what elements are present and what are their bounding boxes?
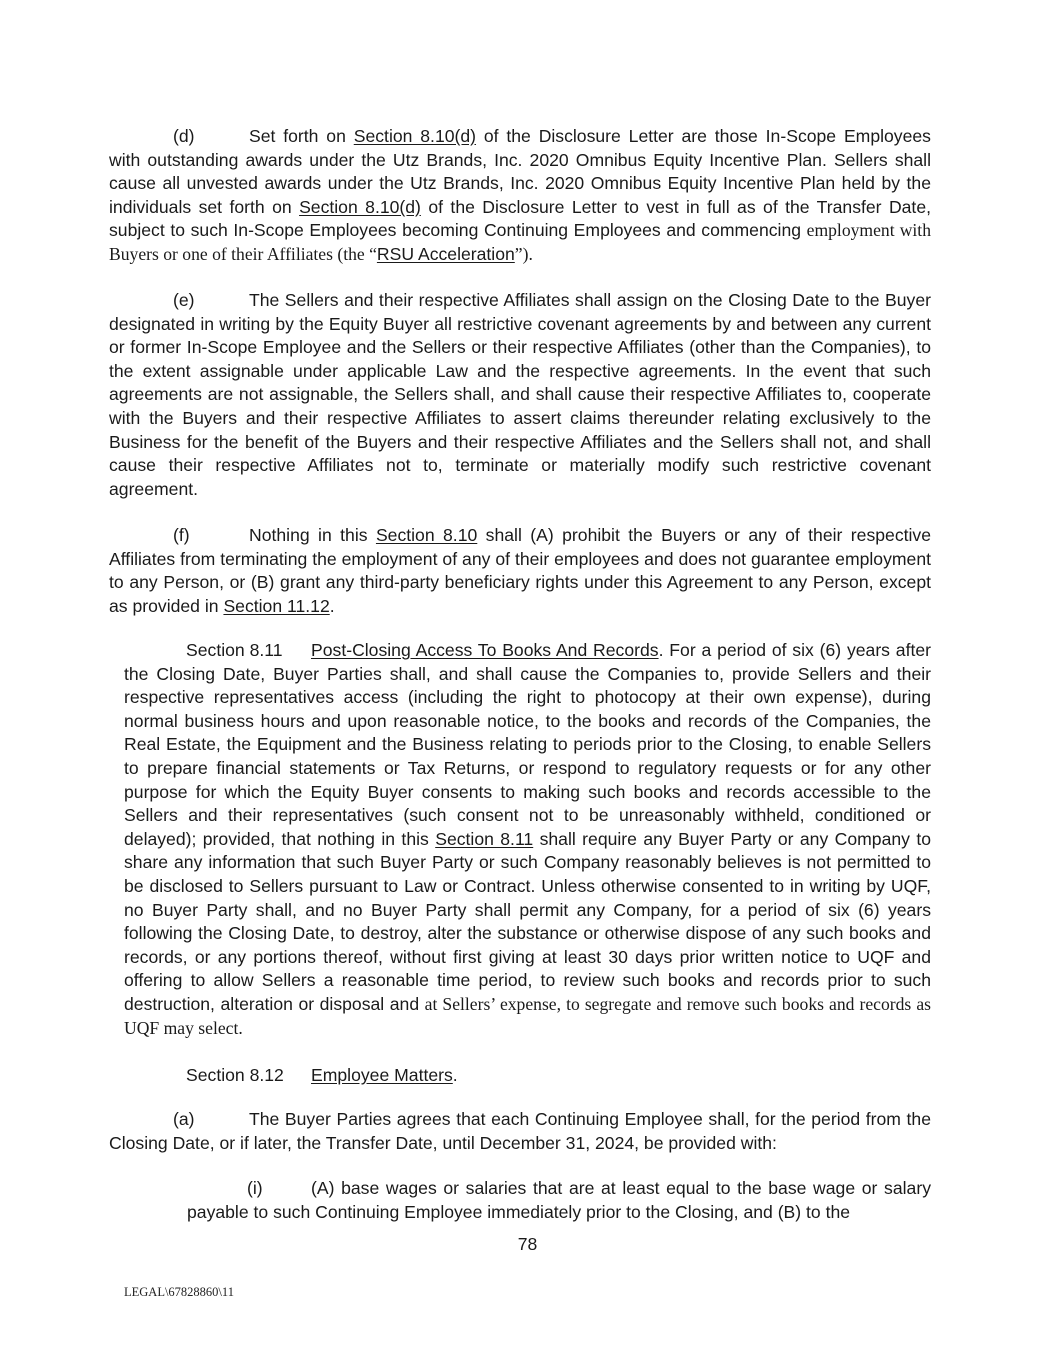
paragraph-8-10-f [109,524,931,618]
paragraph-label: (e) [173,290,195,310]
paragraph-label: (d) [173,126,195,146]
document-footer-id: LEGAL\67828860\11 [124,1285,234,1299]
paragraph-text: Set forth on [249,126,354,146]
section-8-12 [124,1064,931,1088]
section-8-11 [124,639,931,1040]
paragraph-label: (a) [173,1109,195,1129]
paragraph-8-10-e [109,289,931,501]
paragraph-text: of the Disclosure Letter are those In-Scope Employees with outstanding awards under the Utz Brands, Inc. 2020 Omnibus Equity Incentive Plan. Sellers shall cause all unvested awards under the Utz Brands, Inc. 2020 Omnibus Equity Incentive Plan held by the individuals set forth on [109,126,931,217]
section-heading: Post-Closing Access To Books And Records [311,640,659,660]
paragraph-text: ”). [514,243,533,264]
paragraph-8-10-d [109,125,931,267]
paragraph-text: shall require any Buyer Party or any Company to share any information that such Buyer Party or such Company reasonably believes is not permitted to be disclosed to Sellers pursuant to Law or Contract. Unless otherwise consented to in writing by UQF, no Buyer Party shall, and no Buyer Party shall permit any Company, for a period of six (6) years following the Closing Date, to destroy, alter the substance or otherwise dispose of any such books and records, or any portions thereof, without first giving at least 30 days prior written notice to UQF and offering to allow Sellers a reasonable time period, to review such books and records prior to such destruction, alteration or disposal and [124,828,931,1014]
paragraph-8-12-a [109,1108,931,1155]
section-reference-link[interactable]: Section 11.12 [223,595,330,616]
paragraph-label: (i) [247,1178,263,1198]
section-heading: Employee Matters [311,1065,453,1085]
paragraph-label: (f) [173,525,190,545]
paragraph-text: (A) base wages or salaries that are at least equal to the base wage or salary payable to such Continuing Employee immediately prior to the Closing, and (B) to the [187,1178,931,1222]
paragraph-text: . [329,595,335,616]
section-reference-link[interactable]: Section 8.11 [435,828,534,849]
section-number: Section 8.12 [186,1065,284,1085]
section-reference-link[interactable]: Section 8.10(d) [353,126,477,146]
paragraph-text: employment with Buyers or one of their Affiliates (the “ [109,220,931,264]
paragraph-text: Nothing in this [249,525,376,545]
paragraph-8-12-a-i [187,1177,931,1224]
paragraph-text: of the Disclosure Letter to vest in full as of the Transfer Date, subject to such In-Scope Employees becoming Continuing Employees and commencing [109,196,931,241]
section-reference-link[interactable]: Section 8.10(d) [299,196,421,217]
paragraph-text: The Buyer Parties agrees that each Continuing Employee shall, for the period from the Closing Date, or if later, the Transfer Date, until December 31, 2024, be provided with: [109,1109,931,1153]
section-reference-link[interactable]: Section 8.10 [375,525,478,545]
paragraph-text: . [452,1065,458,1085]
section-number: Section 8.11 [186,640,283,660]
paragraph-text: shall (A) prohibit the Buyers or any of their respective Affiliates from terminating the employment of any of their employees and does not guarantee employment to any Person, or (B) grant any third-party beneficiary rights under this Agreement to any Person, except as provided in [109,525,931,616]
page-number: 78 [517,1234,538,1254]
paragraph-text: at Sellers’ expense, to segregate and remove such books and records as UQF may select. [124,993,931,1038]
paragraph-text: The Sellers and their respective Affiliates shall assign on the Closing Date to the Buyer designated in writing by the Equity Buyer all restrictive covenant agreements by and between any current or former In-Scope Employee and the Sellers or their respective Affiliates (other than the Companies), to the extent assignable under applicable Law and the respective agreements. In the event that such agreements are not assignable, the Sellers shall, and shall cause their respective Affiliates to, cooperate with the Buyers and their respective Affiliates to assert claims thereunder relating exclusively to the Business for the benefit of the Buyers and their respective Affiliates and the Sellers shall not, and shall cause their respective Affiliates not to, terminate or materially modify such restrictive covenant agreement. [109,290,931,499]
paragraph-text: . For a period of six (6) years after the Closing Date, Buyer Parties shall, and shall cause the Companies to, provide Sellers and their respective representatives access (including the right to photocopy at their own expense), during normal business hours and upon reasonable notice, to the books and records of the Companies, the Real Estate, the Equipment and the Business relating to periods prior to the Closing, to enable Sellers to prepare financial statements or Tax Returns, or respond to regulatory requests or for any other purpose for which the Equity Buyer consents to making such books and records accessible to the Sellers and their representatives (such consent not to be unreasonably withheld, conditioned or delayed); provided, that nothing in this [124,640,931,849]
defined-term: RSU Acceleration [376,243,515,264]
